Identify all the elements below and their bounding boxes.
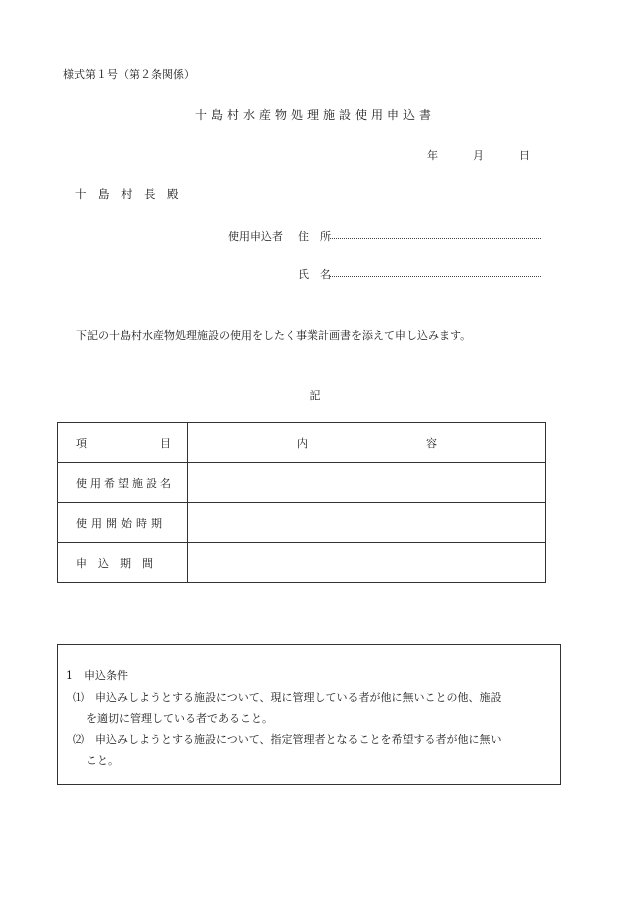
header-item-cell	[58, 423, 188, 463]
intro-text: 下記の十島村水産物処理施設の使用をしたく事業計画書を添えて申し込みます。	[76, 329, 472, 342]
date-month-label: 月	[473, 149, 484, 162]
header-item-char1: 項	[76, 436, 87, 450]
address-label: 住 所	[298, 230, 331, 243]
row-label-period	[58, 543, 188, 583]
form-number: 様式第１号（第２条関係）	[63, 68, 195, 81]
application-table	[57, 422, 546, 583]
start-label: 使用開始時期	[76, 516, 166, 530]
addressee: 十 島 村 長 殿	[75, 187, 179, 201]
condition-1-line1: ⑴ 申込みしようとする施設について、現に管理している者が他に無いことの他、施設	[73, 691, 502, 704]
date-year-label: 年	[427, 149, 438, 162]
name-field[interactable]	[330, 276, 541, 277]
facility-label: 使用希望施設名	[76, 476, 174, 490]
header-content-cell	[188, 423, 546, 463]
condition-2-line1: ⑵ 申込みしようとする施設について、指定管理者となることを希望する者が他に無い	[73, 733, 502, 746]
ki-heading: 記	[309, 389, 321, 402]
header-content-char2: 容	[426, 436, 437, 450]
conditions-title: 1 申込条件	[66, 669, 128, 682]
date-day-label: 日	[519, 149, 530, 162]
start-value-cell[interactable]	[188, 503, 546, 543]
table-row	[58, 543, 546, 583]
address-field[interactable]	[330, 238, 541, 239]
name-label: 氏 名	[298, 268, 331, 281]
condition-1-line2: を適切に管理している者であること。	[86, 712, 273, 725]
facility-value-cell[interactable]	[188, 463, 546, 503]
header-content-char1: 内	[297, 436, 308, 450]
row-label-start	[58, 503, 188, 543]
row-label-facility	[58, 463, 188, 503]
period-label: 申 込 期 間	[76, 556, 153, 570]
table-header-row	[58, 423, 546, 463]
table-row	[58, 503, 546, 543]
condition-2-line2: こと。	[86, 754, 119, 767]
period-value-cell[interactable]	[188, 543, 546, 583]
applicant-label: 使用申込者	[228, 230, 283, 243]
document-title: 十島村水産物処理施設使用申込書	[194, 108, 435, 122]
header-item-char2: 目	[160, 436, 171, 450]
table-row	[58, 463, 546, 503]
